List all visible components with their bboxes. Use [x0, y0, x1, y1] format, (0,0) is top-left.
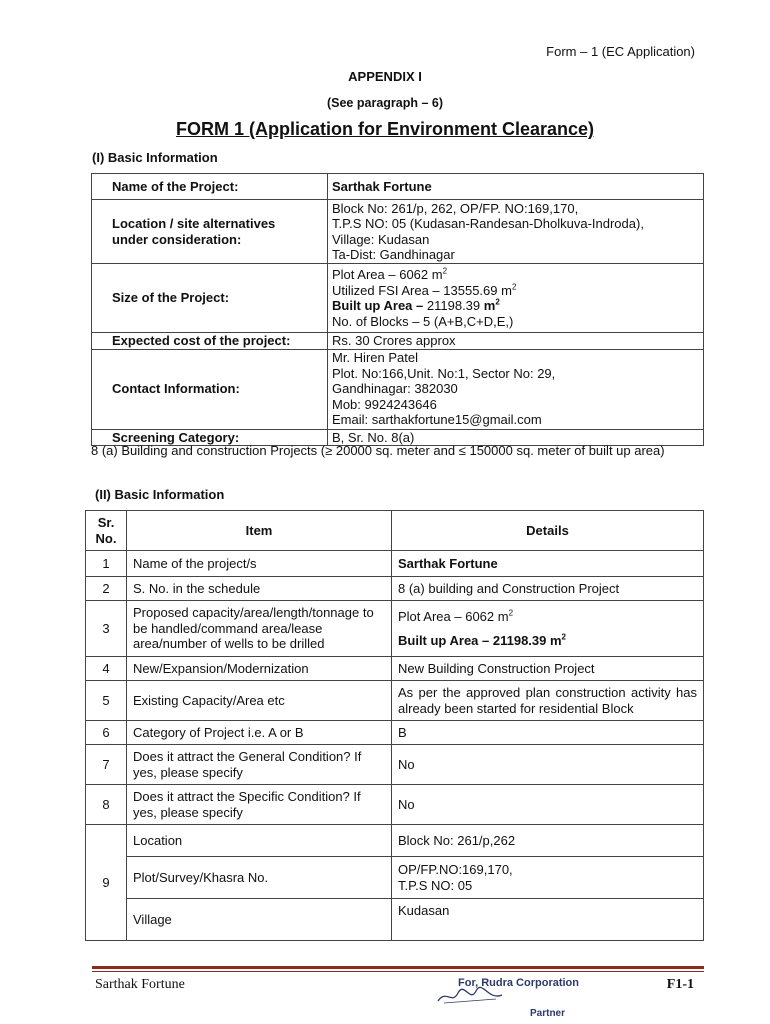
form-title: FORM 1 (Application for Environment Clearance)	[175, 119, 595, 139]
project-name-value: Sarthak Fortune	[328, 174, 704, 200]
details-plot-line: OP/FP.NO:169,170,	[398, 862, 513, 877]
row-details: As per the approved plan construction activity has already been started for residential Block	[392, 681, 704, 721]
contact-email: Email: sarthakfortune15@gmail.com	[332, 412, 542, 428]
row-sr: 4	[86, 657, 127, 681]
footer-project-name: Sarthak Fortune	[95, 977, 185, 992]
row-sr: 3	[86, 601, 127, 657]
row-sr: 6	[86, 721, 127, 745]
table-row	[86, 681, 704, 721]
row-details-location: Block No: 261/p,262	[392, 825, 704, 857]
contact-value	[328, 349, 704, 429]
contact-line: Mr. Hiren Patel	[332, 350, 418, 366]
row-cost	[92, 333, 704, 350]
contact-line: Mob: 9924243646	[332, 396, 437, 412]
row-sr: 7	[86, 745, 127, 785]
row-item-plot: Plot/Survey/Khasra No.	[127, 857, 392, 899]
size-plot: Plot Area – 6062 $m^2$	[332, 266, 448, 282]
row-details: No	[392, 745, 704, 785]
row-item: Does it attract the General Condition? If yes, please specify	[127, 745, 392, 785]
col-sr-header: Sr. No.	[86, 511, 127, 551]
appendix-heading: APPENDIX I	[348, 69, 422, 84]
row-contact	[92, 349, 704, 429]
details-plot: Plot Area – 6062 $m^2$	[398, 608, 514, 624]
cost-label: Expected cost of the project:	[92, 333, 328, 350]
section2-heading: (II) Basic Information	[95, 487, 225, 502]
details-plot-line: T.P.S NO: 05	[398, 877, 473, 893]
table-row	[86, 577, 704, 601]
table-row	[86, 657, 704, 681]
row-item: Existing Capacity/Area etc	[127, 681, 392, 721]
contact-line: Plot. No:166,Unit. No:1, Sector No: 29,	[332, 365, 556, 381]
row-item: Name of the project/s	[127, 551, 392, 577]
screening-note: 8 (a) Building and construction Projects (≥ 20000 sq. meter and ≤ 150000 sq. meter of built up area)	[91, 443, 665, 458]
row-project-name	[92, 174, 704, 200]
location-label-line2: under consideration:	[112, 231, 242, 247]
size-value	[328, 264, 704, 333]
contact-label: Contact Information:	[92, 349, 328, 429]
form-reference: Form – 1 (EC Application)	[546, 44, 695, 59]
row-details: 8 (a) building and Construction Project	[392, 577, 704, 601]
details-builtup: Built up Area – 21198.39 $m^2$	[398, 632, 566, 648]
size-fsi: Utilized FSI Area – 13555.69 $m^2$	[332, 282, 517, 298]
stamp-partner: Partner	[530, 1008, 566, 1019]
table-row	[86, 899, 704, 941]
cost-value: Rs. 30 Crores approx	[328, 333, 704, 350]
location-label	[92, 200, 328, 264]
footer-rule	[92, 966, 704, 969]
signature-icon	[436, 985, 506, 1007]
row-sr: 9	[86, 825, 127, 941]
row-item: Does it attract the Specific Condition? If yes, please specify	[127, 785, 392, 825]
footer-rule-thin	[92, 971, 704, 972]
row-item: New/Expansion/Modernization	[127, 657, 392, 681]
size-builtup: Built up Area – 21198.39 $m^2$	[332, 297, 500, 313]
details-table	[85, 510, 704, 941]
row-details: No	[392, 785, 704, 825]
location-line: Ta-Dist: Gandhinagar	[332, 247, 455, 262]
row-item: S. No. in the schedule	[127, 577, 392, 601]
project-name-label: Name of the Project:	[92, 174, 328, 200]
row-details: New Building Construction Project	[392, 657, 704, 681]
col-details-header: Details	[392, 511, 704, 551]
location-line: Block No: 261/p, 262, OP/FP. NO:169,170,	[332, 200, 579, 216]
row-size	[92, 264, 704, 333]
details-header-row	[86, 511, 704, 551]
location-value	[328, 200, 704, 264]
row-details	[392, 601, 704, 657]
see-paragraph: (See paragraph – 6)	[326, 96, 443, 110]
row-item: Category of Project i.e. A or B	[127, 721, 392, 745]
row-sr: 5	[86, 681, 127, 721]
row-sr: 1	[86, 551, 127, 577]
screening-value: B, Sr. No. 8(a)	[328, 429, 704, 446]
location-line: Village: Kudasan	[332, 231, 430, 247]
row-item-village: Village	[127, 899, 392, 941]
section1-heading: (I) Basic Information	[92, 150, 218, 165]
row-sr: 8	[86, 785, 127, 825]
table-row	[86, 785, 704, 825]
table-row	[86, 825, 704, 857]
page-number: F1-1	[666, 977, 694, 992]
row-location	[92, 200, 704, 264]
row-sr: 2	[86, 577, 127, 601]
size-blocks: No. of Blocks – 5 (A+B,C+D,E,)	[332, 313, 514, 329]
basic-info-table	[91, 173, 704, 446]
contact-line: Gandhinagar: 382030	[332, 381, 458, 397]
table-row	[86, 857, 704, 899]
row-details: B	[392, 721, 704, 745]
table-row	[86, 551, 704, 577]
row-details-village: Kudasan	[392, 899, 704, 941]
table-row	[86, 721, 704, 745]
location-line: T.P.S NO: 05 (Kudasan-Randesan-Dholkuva-Indroda),	[332, 216, 644, 231]
row-details: Sarthak Fortune	[392, 551, 704, 577]
size-label: Size of the Project:	[92, 264, 328, 333]
row-details-plot	[392, 857, 704, 899]
location-label-line1: Location / site alternatives	[112, 216, 276, 231]
col-item-header: Item	[127, 511, 392, 551]
stamp-company: For, Rudra Corporation	[458, 977, 579, 989]
table-row	[86, 601, 704, 657]
table-row	[86, 745, 704, 785]
row-item-location: Location	[127, 825, 392, 857]
row-item: Proposed capacity/area/length/tonnage to be handled/command area/lease area/number of wells to be drilled	[127, 601, 392, 657]
screening-label: Screening Category:	[92, 429, 328, 446]
